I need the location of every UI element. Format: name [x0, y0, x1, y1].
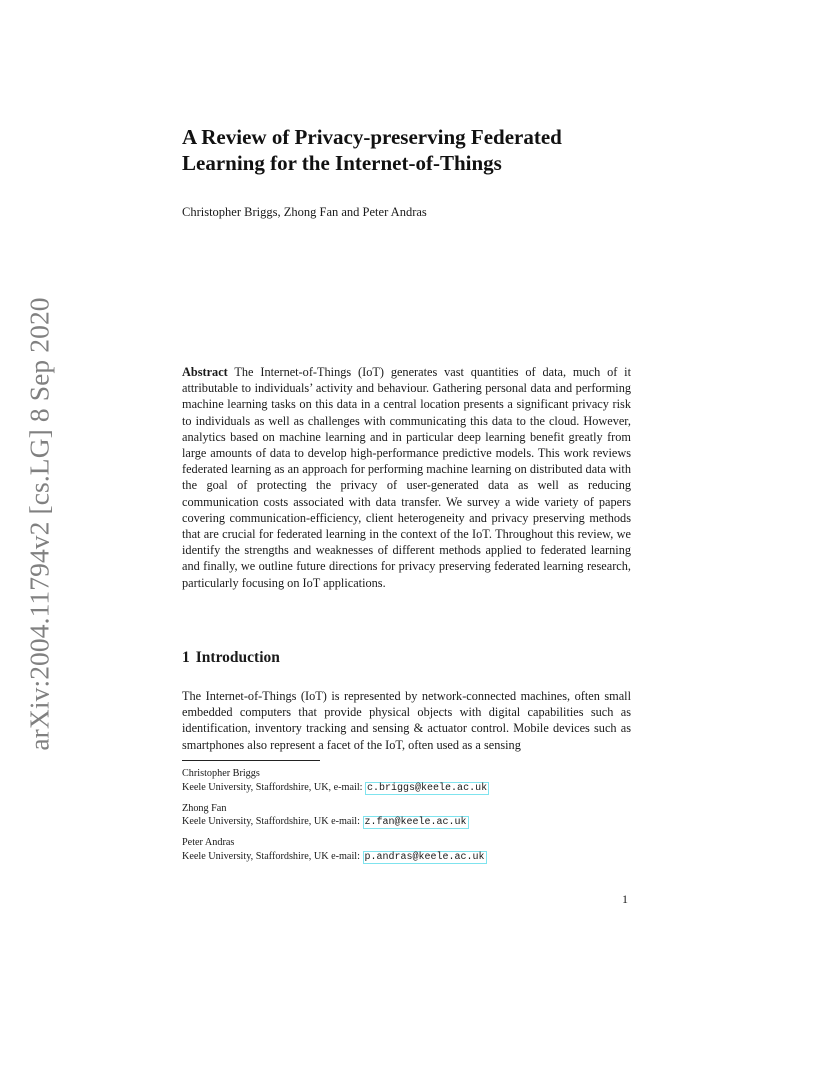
section-number: 1: [182, 649, 190, 666]
footnote-rule: [182, 760, 320, 761]
footnote-author-name: Zhong Fan: [182, 802, 227, 814]
email-link[interactable]: c.briggs@keele.ac.uk: [367, 782, 488, 794]
section-heading: [182, 648, 280, 668]
footnote-author-affiliation: [182, 815, 631, 830]
author-list: Christopher Briggs, Zhong Fan and Peter Andras: [182, 205, 427, 219]
email-link[interactable]: p.andras@keele.ac.uk: [364, 851, 485, 863]
section-title: Introduction: [195, 649, 280, 666]
affiliation-text: Keele University, Staffordshire, UK, e-mail:: [182, 781, 366, 793]
footnote-author-affiliation: [182, 781, 631, 796]
footnote-author-affiliation: [182, 850, 631, 865]
footnote-author-name: Peter Andras: [182, 837, 235, 849]
paper-title: A Review of Privacy-preserving Federated Learning for the Internet-of-Things: [182, 125, 562, 175]
footnote-author: [182, 767, 631, 796]
affiliation-text: Keele University, Staffordshire, UK e-mail:: [182, 850, 363, 862]
abstract-label: Abstract: [182, 365, 228, 379]
arxiv-stamp: [20, 292, 60, 756]
abstract-text: The Internet-of-Things (IoT) generates vast quantities of data, much of it attributable to individuals’ activity and behaviour. Gathering personal data and performing machine learning tasks on this data in a central location presents a significant privacy risk to individuals as well as challenges with communicating this data to the cloud. However, analytics based on machine learning and in particular deep learning benefit greatly from large amounts of data to develop high-performance predictive models. This work reviews federated learning as an approach for performing machine learning on distributed data with the goal of protecting the privacy of user-generated data as well as reducing communication costs associated with data transfer. We survey a wide variety of papers covering communication-efficiency, client heterogeneity and privacy preserving methods that are crucial for federated learning in the context of the IoT. Throughout this review, we identify the strengths and weaknesses of different methods applied to federated learning and finally, we outline future directions for privacy preserving federated learning research, particularly focusing on IoT applications.: [182, 365, 631, 590]
arxiv-stamp-text: arXiv:2004.11794v2 [cs.LG] 8 Sep 2020: [24, 297, 56, 751]
affiliation-text: Keele University, Staffordshire, UK e-mail:: [182, 816, 363, 828]
email-link[interactable]: z.fan@keele.ac.uk: [364, 817, 467, 829]
page-number: 1: [622, 892, 628, 906]
intro-paragraph: The Internet-of-Things (IoT) is represented by network-connected machines, often small embedded computers that provide physical objects with digital capabilities such as identification, inventory tracking and sensing & actuator control. Mobile devices such as smartphones also represent a facet of the IoT, often used as a sensing: [182, 689, 631, 752]
abstract: [182, 364, 631, 591]
footnote-author: [182, 836, 631, 865]
footnote-author-name: Christopher Briggs: [182, 768, 260, 779]
footnotes: [182, 767, 631, 871]
footnote-author: [182, 802, 631, 831]
